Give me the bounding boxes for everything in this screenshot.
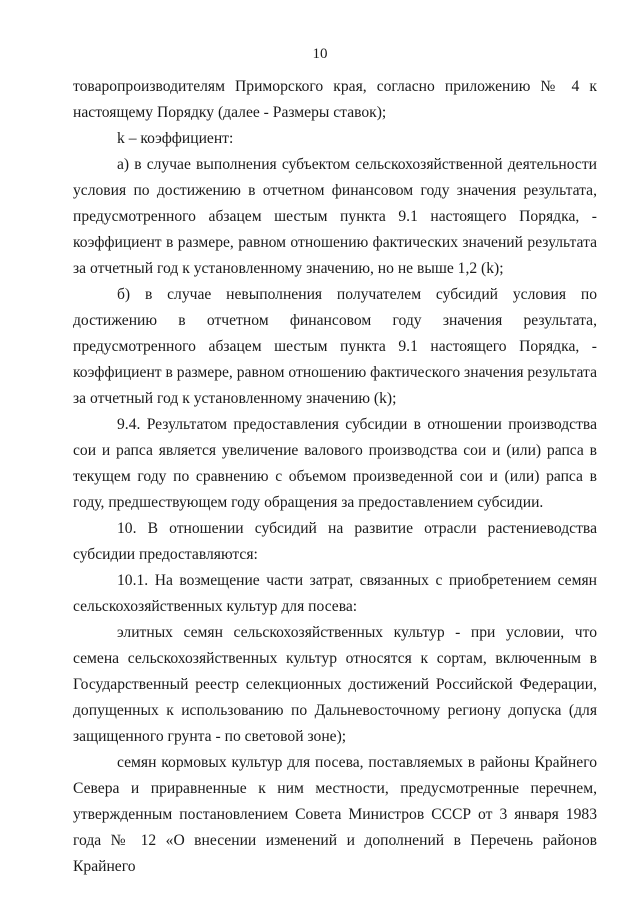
paragraph-forage-seeds: семян кормовых культур для посева, поставляемых в районы Крайнего Севера и приравненные к ним местности, предусмотренные перечнем, утвержденным постановлением Совета Министров СССР от 3 января 1983 года № 12 «О внесении изменений и дополнений в Перечень районов Крайнего: [73, 754, 597, 875]
paragraph-10-1: 10.1. На возмещение части затрат, связанных с приобретением семян сельскохозяйственных культур для посева:: [73, 572, 597, 615]
paragraph-continuation: товаропроизводителям Приморского края, согласно приложению № 4 к настоящему Порядку (далее - Размеры ставок);: [73, 78, 597, 121]
paragraph-10: 10. В отношении субсидий на развитие отрасли растениеводства субсидии предоставляются:: [73, 520, 597, 563]
paragraph-a: а) в случае выполнения субъектом сельскохозяйственной деятельности условия по достижению в отчетном финансовом году значения результата, предусмотренного абзацем шестым пункта 9.1 настоящего Порядка, - коэффициент в размере, равном отношению фактических значений результата за отчетный год к установленному значению, но не выше 1,2 (k);: [73, 156, 597, 277]
paragraph-9-4: 9.4. Результатом предоставления субсидии в отношении производства сои и рапса является увеличение валового производства сои и (или) рапса в текущем году по сравнению с объемом произведенной сои и (или) рапса в году, предшествующем году обращения за предоставлением субсидии.: [73, 416, 597, 511]
paragraph-k-coefficient: k – коэффициент:: [117, 130, 234, 147]
paragraph-elite-seeds: элитных семян сельскохозяйственных культур - при условии, что семена сельскохозяйственных культур относятся к сортам, включенным в Государственный реестр селекционных достижений Российской Федерации, допущенных к использованию по Дальневосточному региону допуска (для защищенного грунта - по световой зоне);: [73, 624, 597, 745]
page-number: 10: [312, 46, 328, 62]
document-body: [73, 74, 597, 880]
paragraph-b: б) в случае невыполнения получателем субсидий условия по достижению в отчетном финансовом году значения результата, предусмотренного абзацем шестым пункта 9.1 настоящего Порядка, - коэффициент в размере, равном отношению фактического значения результата за отчетный год к установленному значению (k);: [73, 286, 597, 407]
